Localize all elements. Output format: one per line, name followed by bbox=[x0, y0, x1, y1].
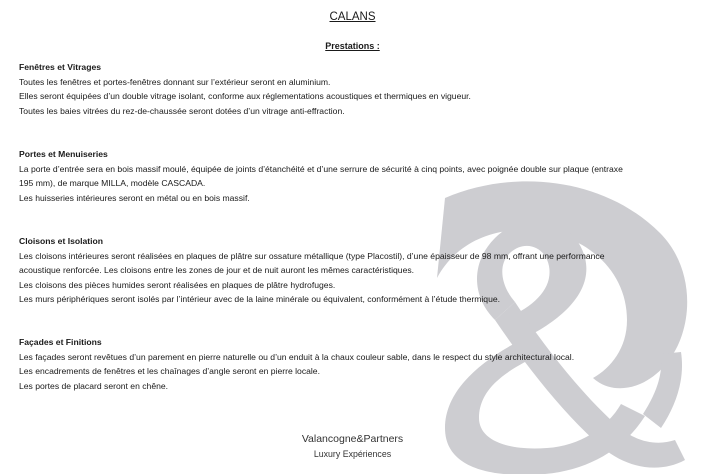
section-heading: Façades et Finitions bbox=[19, 337, 102, 347]
section-heading: Cloisons et Isolation bbox=[19, 236, 104, 246]
section-line: Les cloisons intérieures seront réalisées en plaques de plâtre sur ossature métallique (type Placostil), d’une épaisseur de 98 mm, offrant une performance bbox=[19, 250, 605, 261]
section-line: Les encadrements de fenêtres et les chaînages d’angle seront en pierre locale. bbox=[19, 366, 320, 376]
section-facades-finitions bbox=[19, 335, 699, 393]
section-line: Les cloisons des pièces humides seront réalisées en plaques de plâtre hydrofuges. bbox=[19, 279, 336, 290]
section-line: Les portes de placard seront en chêne. bbox=[19, 380, 169, 391]
document-title: CALANS bbox=[329, 11, 376, 23]
section-line: Toutes les fenêtres et portes-fenêtres donnant sur l’extérieur seront en aluminium. bbox=[19, 76, 331, 87]
section-line: Toutes les baies vitrées du rez-de-chaussée seront dotées d’un vitrage anti-effraction. bbox=[19, 105, 345, 116]
section-fenetres-vitrages bbox=[19, 60, 699, 118]
document-subtitle: Prestations : bbox=[325, 41, 380, 51]
section-line: 195 mm), de marque MILLA, modèle CASCADA. bbox=[19, 178, 206, 188]
section-cloisons-isolation bbox=[19, 234, 699, 307]
section-line: Elles seront équipées d’un double vitrage isolant, conforme aux réglementations acoustiques et thermiques en vigueur. bbox=[19, 91, 471, 101]
section-line: Les huisseries intérieures seront en métal ou en bois massif. bbox=[19, 192, 250, 203]
footer-brand: Valancogne&Partners bbox=[301, 433, 404, 445]
section-line: Les murs périphériques seront isolés par l’intérieur avec de la laine minérale ou équivalent, conformément à l’étude thermique. bbox=[19, 294, 501, 304]
section-line: acoustique renforcée. Les cloisons entre les zones de jour et de nuit auront les mêmes caractéristiques. bbox=[19, 265, 415, 275]
section-heading: Portes et Menuiseries bbox=[19, 149, 108, 159]
section-portes-menuiseries bbox=[19, 147, 699, 205]
section-line: La porte d’entrée sera en bois massif moulé, équipée de joints d’étanchéité et d’une serrure de sécurité à cinq points, avec poignée double sur plaque (entraxe bbox=[19, 163, 623, 174]
footer-tagline: Luxury Expériences bbox=[313, 449, 392, 459]
section-line: Les façades seront revêtues d’un parement en pierre naturelle ou d’un enduit à la chaux couleur sable, dans le respect du style architectural local. bbox=[19, 351, 575, 362]
section-heading: Fenêtres et Vitrages bbox=[19, 62, 101, 72]
